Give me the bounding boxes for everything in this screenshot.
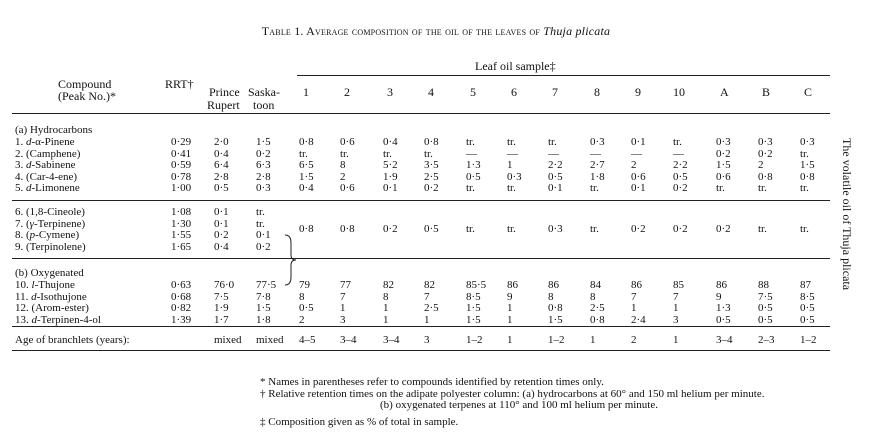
table-cell: 7	[340, 290, 346, 303]
table-cell: 8	[340, 159, 346, 172]
table-cell: 0·2	[424, 182, 439, 195]
table-cell: 76·0	[214, 279, 235, 291]
table-cell: 0·4	[299, 182, 314, 195]
rrt-value: 0·59	[171, 159, 192, 172]
row-label: 1. d-α-Pinene	[15, 136, 75, 148]
row-label: 12. (Arom-ester)	[15, 302, 89, 315]
table-cell: 1	[383, 302, 389, 315]
leaf-sample-rule	[297, 75, 830, 76]
header-leaf-sample: Leaf oil sample‡	[475, 59, 556, 73]
row-label: 3. d-Sabinene	[15, 159, 76, 172]
table-cell: 0·1	[383, 182, 398, 195]
rrt-value: 0·82	[171, 302, 192, 315]
table-cell: 0·2	[673, 182, 688, 195]
table-cell: 1·3	[716, 302, 731, 315]
table-cell: tr.	[507, 182, 516, 195]
table-cell: 0·5	[758, 313, 773, 326]
table-cell: 1	[673, 302, 679, 315]
table-cell: —	[673, 147, 684, 160]
table-cell: 0·5	[716, 313, 731, 326]
table-cell: tr.	[800, 147, 809, 160]
age-value: 1	[590, 334, 596, 346]
column-header: B	[762, 85, 771, 99]
table-cell: 0·5	[214, 182, 229, 195]
table-cell: tr.	[466, 223, 475, 235]
table-cell: 3	[673, 313, 679, 326]
row-label: 4. (Car-4-ene)	[15, 170, 78, 183]
table-cell: 1·8	[256, 313, 271, 326]
table-cell: 1·5	[256, 302, 271, 315]
table-cell: tr.	[466, 182, 475, 195]
table-cell: tr.	[424, 147, 433, 160]
table-cell: 0·2	[716, 147, 731, 160]
age-value: mixed	[214, 334, 242, 346]
table-cell: 87	[800, 279, 811, 291]
column-header: 1	[303, 85, 309, 99]
age-value: mixed	[256, 334, 284, 346]
table-cell: 79	[299, 279, 310, 291]
row-label: 2. (Camphene)	[15, 147, 81, 160]
table-cell: 1·7	[214, 313, 229, 326]
age-value: 4–5	[299, 334, 316, 346]
footnote-4: ‡ Composition given as % of total in sample.	[260, 416, 459, 428]
table-cell: 8	[299, 290, 305, 303]
table-cell: tr.	[590, 223, 599, 235]
table-cell: 1	[507, 302, 513, 315]
table-cell: tr.	[466, 136, 475, 148]
table-cell: 0·3	[800, 136, 815, 148]
table-cell: 0·8	[340, 223, 355, 235]
table-cell: 0·4	[383, 136, 398, 148]
bottom-rule	[12, 350, 830, 351]
age-value: 1–2	[800, 334, 817, 346]
table-cell: 0·5	[800, 302, 815, 315]
table-cell: 1·5	[716, 159, 731, 172]
table-cell: tr.	[758, 182, 767, 195]
table-cell: tr.	[507, 223, 516, 235]
age-value: 3–4	[716, 334, 733, 346]
table-cell: 0·3	[590, 136, 605, 148]
table-cell: 7·5	[758, 290, 773, 303]
row-label: 10. l-Thujone	[15, 279, 75, 291]
table-cell: 0·1	[256, 229, 271, 242]
table-cell: tr.	[758, 223, 767, 235]
table-cell: 0·8	[299, 223, 314, 235]
table-cell: tr.	[800, 182, 809, 195]
footnote-3: (b) oxygenated terpenes at 110° and 100 ml helium per minute.	[380, 399, 658, 411]
table-cell: 9	[716, 290, 722, 303]
table-caption: Average composition of the oil of the leaves of	[306, 24, 544, 38]
table-cell: 3·5	[424, 159, 439, 172]
table-cell: 1·5	[299, 170, 314, 183]
header-prince: Prince	[209, 85, 240, 99]
table-cell: 86	[716, 279, 727, 291]
table-cell: 82	[383, 279, 394, 291]
table-cell: 5·2	[383, 159, 398, 172]
table-cell: 2·8	[256, 170, 271, 183]
section-hydrocarbons: (a) Hydrocarbons	[15, 124, 93, 136]
table-cell: —	[590, 147, 601, 160]
table-cell: tr.	[673, 136, 682, 148]
header-peak: (Peak No.)*	[58, 89, 116, 103]
row-label: 9. (Terpinolene)	[15, 240, 86, 253]
column-header: 10	[673, 85, 685, 99]
table-cell: 0·5	[758, 302, 773, 315]
age-value: 2–3	[758, 334, 775, 346]
rrt-value: 1·65	[171, 240, 192, 253]
table-cell: 0·5	[673, 170, 688, 183]
column-header: 5	[470, 85, 476, 99]
table-cell: 0·1	[631, 136, 646, 148]
table-cell: 8	[590, 290, 596, 303]
table-cell: 82	[424, 279, 435, 291]
table-cell: 0·5	[424, 223, 439, 235]
table-cell: 0·3	[758, 136, 773, 148]
table-cell: —	[507, 147, 518, 160]
table-cell: 0·5	[299, 302, 314, 315]
table-cell: 0·8	[590, 313, 605, 326]
table-cell: 1·5	[466, 313, 481, 326]
row-label: 11. d-Isothujone	[15, 290, 87, 303]
age-value: 1–2	[548, 334, 565, 346]
section-rule-1	[12, 200, 830, 201]
table-cell: 2·2	[673, 159, 688, 172]
table-cell: 0·2	[631, 223, 646, 235]
table-cell: tr.	[256, 206, 265, 218]
row-label: 5. d-Limonene	[15, 182, 80, 195]
table-cell: 0·8	[758, 170, 773, 183]
section-rule-3	[12, 326, 830, 327]
table-cell: 8	[383, 290, 389, 303]
table-cell: 0·8	[299, 136, 314, 148]
footnote-1: * Names in parentheses refer to compounds identified by retention times only.	[260, 376, 604, 388]
table-cell: tr.	[800, 223, 809, 235]
table-cell: 2·5	[590, 302, 605, 315]
table-cell: 0·8	[800, 170, 815, 183]
rrt-value: 1·00	[171, 182, 192, 195]
table-cell: 84	[590, 279, 601, 291]
section-oxygenated: (b) Oxygenated	[15, 267, 84, 279]
age-value: 2	[631, 334, 637, 346]
table-cell: 8·5	[466, 290, 481, 303]
table-cell: 86	[548, 279, 559, 291]
table-cell: 1·5	[256, 136, 271, 148]
column-header: 7	[552, 85, 558, 99]
row-label: 13. d-Terpinen-4-ol	[15, 313, 101, 326]
table-cell: 1·3	[466, 159, 481, 172]
table-cell: —	[466, 147, 477, 160]
table-cell: 85·5	[466, 279, 487, 291]
table-cell: 1·5	[466, 302, 481, 315]
table-cell: 1	[507, 159, 513, 172]
age-value: 1–2	[466, 334, 483, 346]
table-cell: 0·1	[631, 182, 646, 195]
table-cell: 0·4	[214, 240, 229, 253]
column-header: 6	[511, 85, 517, 99]
row-label: 8. (p-Cymene)	[15, 229, 80, 242]
rrt-value: 1·55	[171, 229, 192, 242]
table-cell: 6·5	[299, 159, 314, 172]
table-title	[0, 24, 872, 39]
header-rrt: RRT†	[165, 77, 194, 91]
table-cell: 2	[340, 170, 346, 183]
table-cell: 0·5	[800, 313, 815, 326]
rrt-value: 0·68	[171, 290, 192, 303]
row-label: 7. (γ-Terpinene)	[15, 217, 86, 230]
header-rule	[12, 113, 830, 114]
table-cell: 9	[507, 290, 513, 303]
section-rule-2	[12, 258, 830, 259]
table-cell: 2·2	[548, 159, 563, 172]
table-cell: 1	[631, 302, 637, 315]
column-header: 4	[428, 85, 434, 99]
table-cell: 0·6	[631, 170, 646, 183]
age-value: 1	[507, 334, 513, 346]
table-cell: 0·6	[340, 136, 355, 148]
table-cell: 7	[424, 290, 430, 303]
table-cell: 0·3	[548, 223, 563, 235]
table-cell: 0·5	[466, 170, 481, 183]
table-cell: 0·5	[548, 170, 563, 183]
table-cell: 0·2	[758, 147, 773, 160]
table-cell: 3	[340, 313, 346, 326]
table-cell: 86	[507, 279, 518, 291]
rrt-value: 1·30	[171, 217, 192, 230]
table-cell: 0·1	[214, 217, 229, 230]
rrt-value: 0·78	[171, 170, 192, 183]
table-cell: 0·2	[383, 223, 398, 235]
table-cell: 0·1	[548, 182, 563, 195]
header-compound: Compound	[58, 77, 112, 91]
table-cell: 0·3	[256, 182, 271, 195]
column-header: A	[720, 85, 729, 99]
table-cell: 86	[631, 279, 642, 291]
table-cell: tr.	[716, 182, 725, 195]
table-cell: 6·3	[256, 159, 271, 172]
table-cell: 1	[424, 313, 430, 326]
header-saska: Saska-	[248, 85, 280, 99]
table-cell: tr.	[590, 182, 599, 195]
table-cell: 1·9	[214, 302, 229, 315]
table-cell: 2·4	[631, 313, 646, 326]
table-cell: 2·5	[424, 170, 439, 183]
header-rupert: Rupert	[207, 98, 240, 112]
table-cell: 2	[758, 159, 764, 172]
table-cell: 0·8	[548, 302, 563, 315]
column-header: 9	[635, 85, 641, 99]
column-header: 2	[344, 85, 350, 99]
table-cell: 1·5	[800, 159, 815, 172]
age-value: 1	[673, 334, 679, 346]
rrt-value: 0·41	[171, 147, 192, 160]
table-cell: 0·2	[214, 229, 229, 242]
table-cell: —	[631, 147, 642, 160]
table-cell: 77·5	[256, 279, 277, 291]
age-value: 3–4	[383, 334, 400, 346]
table-cell: 1·9	[383, 170, 398, 183]
table-cell: 1	[507, 313, 513, 326]
table-cell: 6·4	[214, 159, 229, 172]
table-cell: 0·2	[256, 240, 271, 253]
table-cell: 1·5	[548, 313, 563, 326]
rrt-value: 1·39	[171, 313, 192, 326]
table-cell: 0·6	[340, 182, 355, 195]
side-running-title: The volatile oil of Thuja plicata	[840, 138, 854, 291]
table-cell: 8·5	[800, 290, 815, 303]
table-cell: 0·1	[214, 206, 229, 218]
rrt-value: 0·63	[171, 279, 192, 291]
age-value: 3	[424, 334, 430, 346]
table-cell: 7	[631, 290, 637, 303]
rrt-value: 1·08	[171, 206, 192, 218]
table-cell: 0·3	[716, 136, 731, 148]
table-cell: 2	[631, 159, 637, 172]
table-cell: 0·4	[214, 147, 229, 160]
table-cell: tr.	[299, 147, 308, 160]
table-cell: 7·5	[214, 290, 229, 303]
table-cell: tr.	[507, 136, 516, 148]
table-cell: tr.	[340, 147, 349, 160]
table-cell: 2	[299, 313, 305, 326]
species-name: Thuja plicata	[543, 24, 611, 38]
table-cell: 0·3	[507, 170, 522, 183]
table-cell: 2·5	[424, 302, 439, 315]
rrt-value: 0·29	[171, 136, 192, 148]
table-cell: 1·8	[590, 170, 605, 183]
table-cell: 1	[340, 302, 346, 315]
table-cell: 77	[340, 279, 351, 291]
table-cell: 7·8	[256, 290, 271, 303]
table-cell: —	[548, 147, 559, 160]
column-header: C	[804, 85, 813, 99]
row-label: 6. (1,8-Cineole)	[15, 206, 85, 218]
table-number: Table 1.	[261, 24, 307, 38]
brace-icon	[283, 233, 297, 287]
table-cell: 0·6	[716, 170, 731, 183]
table-cell: 2·7	[590, 159, 605, 172]
column-header: 8	[594, 85, 600, 99]
table-cell: 0·2	[673, 223, 688, 235]
table-cell: 2·8	[214, 170, 229, 183]
table-cell: 88	[758, 279, 769, 291]
table-cell: 2·0	[214, 136, 229, 148]
table-cell: 0·2	[716, 223, 731, 235]
table-cell: tr.	[548, 136, 557, 148]
column-header: 3	[387, 85, 393, 99]
age-label: Age of branchlets (years):	[15, 334, 130, 346]
header-toon: toon	[253, 98, 275, 112]
table-cell: 8	[548, 290, 554, 303]
table-cell: 7	[673, 290, 679, 303]
table-cell: tr.	[383, 147, 392, 160]
table-cell: 85	[673, 279, 684, 291]
age-value: 3–4	[340, 334, 357, 346]
table-cell: 1	[383, 313, 389, 326]
footnote-2: † Relative retention times on the adipate polyester column: (a) hydrocarbons at 60° and 150 ml helium per minute.	[260, 388, 765, 400]
table-cell: 0·8	[424, 136, 439, 148]
table-cell: tr.	[256, 217, 265, 230]
table-cell: 0·2	[256, 147, 271, 160]
